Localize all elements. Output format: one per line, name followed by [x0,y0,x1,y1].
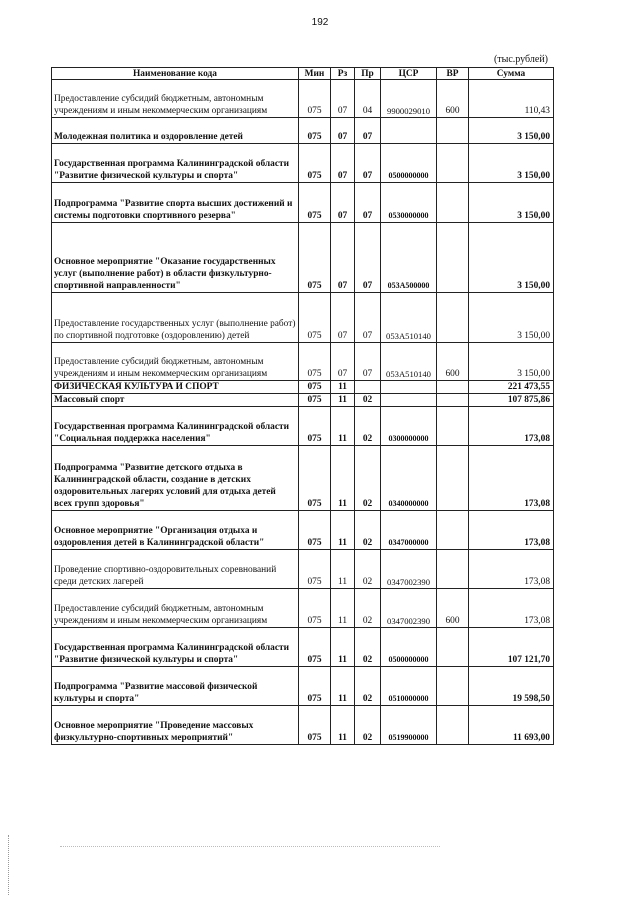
cell-rz: 11 [331,446,355,511]
cell-name: Государственная программа Калининградской области "Социальная поддержка населения" [52,407,299,446]
table-row [52,589,554,628]
cell-sum: 173,08 [469,446,554,511]
table-row [52,394,554,407]
cell-sum: 3 150,00 [469,183,554,223]
cell-pr [355,381,381,394]
cell-vr: 600 [437,589,469,628]
cell-name: Молодежная политика и оздоровление детей [52,118,299,144]
cell-name: Предоставление субсидий бюджетным, автономным учреждениям и иным некоммерческим организациям [52,80,299,118]
cell-pr: 02 [355,511,381,550]
cell-csr: 9900029010 [381,80,437,118]
cell-csr: 053A510140 [381,293,437,343]
cell-min: 075 [299,628,331,667]
cell-sum: 3 150,00 [469,293,554,343]
cell-sum: 173,08 [469,550,554,589]
cell-min: 075 [299,706,331,745]
cell-pr: 07 [355,343,381,381]
cell-csr: 0340000000 [381,446,437,511]
cell-rz: 11 [331,628,355,667]
cell-rz: 07 [331,80,355,118]
cell-sum: 3 150,00 [469,223,554,293]
cell-sum: 110,43 [469,80,554,118]
cell-pr: 02 [355,394,381,407]
header-csr: ЦСР [381,68,437,80]
cell-name: Подпрограмма "Развитие массовой физической культуры и спорта" [52,667,299,706]
cell-csr: 0510000000 [381,667,437,706]
cell-rz: 07 [331,223,355,293]
cell-csr: 053A510140 [381,343,437,381]
cell-sum: 3 150,00 [469,118,554,144]
cell-vr [437,223,469,293]
cell-min: 075 [299,144,331,183]
cell-vr [437,550,469,589]
cell-vr [437,628,469,667]
cell-min: 075 [299,343,331,381]
cell-name: Предоставление государственных услуг (выполнение работ) по спортивной подготовке (оздоровлению) детей [52,293,299,343]
cell-min: 075 [299,667,331,706]
table-row [52,118,554,144]
table-row [52,293,554,343]
cell-vr [437,293,469,343]
table-row [52,144,554,183]
cell-sum: 107 121,70 [469,628,554,667]
cell-vr [437,394,469,407]
header-pr: Пр [355,68,381,80]
cell-pr: 02 [355,446,381,511]
cell-sum: 107 875,86 [469,394,554,407]
table-row [52,550,554,589]
cell-csr: 0347002390 [381,550,437,589]
cell-name: Массовый спорт [52,394,299,407]
cell-vr [437,706,469,745]
cell-name: Основное мероприятие "Проведение массовых физкультурно-спортивных мероприятий" [52,706,299,745]
cell-pr: 04 [355,80,381,118]
table-row [52,511,554,550]
cell-rz: 11 [331,511,355,550]
cell-sum: 11 693,00 [469,706,554,745]
cell-csr: 0300000000 [381,407,437,446]
header-min: Мин [299,68,331,80]
cell-min: 075 [299,589,331,628]
cell-name: Проведение спортивно-оздоровительных соревнований среди детских лагерей [52,550,299,589]
cell-csr: 0347000000 [381,511,437,550]
cell-sum: 173,08 [469,511,554,550]
table-row [52,343,554,381]
header-name: Наименование кода [52,68,299,80]
cell-min: 075 [299,446,331,511]
cell-rz: 07 [331,144,355,183]
budget-table [51,67,554,745]
page-number: 192 [311,17,329,28]
cell-name: Предоставление субсидий бюджетным, автономным учреждениям и иным некоммерческим организациям [52,589,299,628]
cell-min: 075 [299,381,331,394]
cell-csr [381,394,437,407]
cell-pr: 02 [355,706,381,745]
cell-vr: 600 [437,343,469,381]
table-row [52,407,554,446]
cell-pr: 02 [355,550,381,589]
table-header-row [52,68,554,80]
cell-sum: 221 473,55 [469,381,554,394]
cell-vr [437,118,469,144]
cell-pr: 07 [355,223,381,293]
cell-rz: 11 [331,381,355,394]
cell-vr: 600 [437,80,469,118]
cell-pr: 07 [355,293,381,343]
cell-pr: 07 [355,144,381,183]
cell-sum: 19 598,50 [469,667,554,706]
cell-pr: 02 [355,667,381,706]
cell-vr [437,667,469,706]
cell-name: ФИЗИЧЕСКАЯ КУЛЬТУРА И СПОРТ [52,381,299,394]
cell-rz: 07 [331,293,355,343]
cell-csr: 053A500000 [381,223,437,293]
cell-csr [381,381,437,394]
cell-min: 075 [299,183,331,223]
table-row [52,446,554,511]
cell-pr: 02 [355,628,381,667]
cell-sum: 173,08 [469,589,554,628]
cell-min: 075 [299,511,331,550]
cell-sum: 3 150,00 [469,343,554,381]
cell-pr: 02 [355,407,381,446]
cell-csr: 0530000000 [381,183,437,223]
cell-rz: 07 [331,343,355,381]
cell-rz: 07 [331,118,355,144]
cell-min: 075 [299,80,331,118]
cell-rz: 11 [331,589,355,628]
table-row [52,706,554,745]
table-row [52,183,554,223]
cell-csr: 0519900000 [381,706,437,745]
cell-name: Подпрограмма "Развитие спорта высших достижений и системы подготовки спортивного резерва" [52,183,299,223]
cell-min: 075 [299,394,331,407]
header-sum: Сумма [469,68,554,80]
cell-vr [437,407,469,446]
cell-name: Государственная программа Калининградской области "Развитие физической культуры и спорта" [52,144,299,183]
scan-artifact [8,835,12,895]
cell-min: 075 [299,407,331,446]
cell-pr: 07 [355,183,381,223]
table-row [52,223,554,293]
units-label: (тыс.рублей) [493,54,548,65]
cell-rz: 11 [331,550,355,589]
cell-rz: 11 [331,407,355,446]
table-row [52,381,554,394]
table-row [52,80,554,118]
cell-rz: 11 [331,706,355,745]
scan-artifact-dots [60,846,440,848]
table-row [52,628,554,667]
cell-name: Государственная программа Калининградской области "Развитие физической культуры и спорта" [52,628,299,667]
cell-min: 075 [299,293,331,343]
cell-name: Основное мероприятие "Оказание государственных услуг (выполнение работ) в области физкультурно-спортивной направленности" [52,223,299,293]
cell-vr [437,511,469,550]
cell-sum: 3 150,00 [469,144,554,183]
cell-rz: 11 [331,394,355,407]
table-row [52,667,554,706]
cell-min: 075 [299,118,331,144]
cell-name: Предоставление субсидий бюджетным, автономным учреждениям и иным некоммерческим организациям [52,343,299,381]
cell-rz: 07 [331,183,355,223]
cell-csr: 0500000000 [381,628,437,667]
cell-sum: 173,08 [469,407,554,446]
cell-csr: 0347002390 [381,589,437,628]
header-vr: ВР [437,68,469,80]
cell-csr: 0500000000 [381,144,437,183]
cell-rz: 11 [331,667,355,706]
cell-csr [381,118,437,144]
cell-min: 075 [299,550,331,589]
cell-pr: 07 [355,118,381,144]
cell-min: 075 [299,223,331,293]
cell-vr [437,183,469,223]
cell-vr [437,446,469,511]
cell-name: Подпрограмма "Развитие детского отдыха в Калининградской области, создание в детских оздоровительных лагерях условий для отдыха детей всех групп здоровья" [52,446,299,511]
table-body [52,80,554,745]
cell-vr [437,144,469,183]
header-rz: Рз [331,68,355,80]
cell-name: Основное мероприятие "Организация отдыха и оздоровления детей в Калининградской области" [52,511,299,550]
cell-pr: 02 [355,589,381,628]
cell-vr [437,381,469,394]
